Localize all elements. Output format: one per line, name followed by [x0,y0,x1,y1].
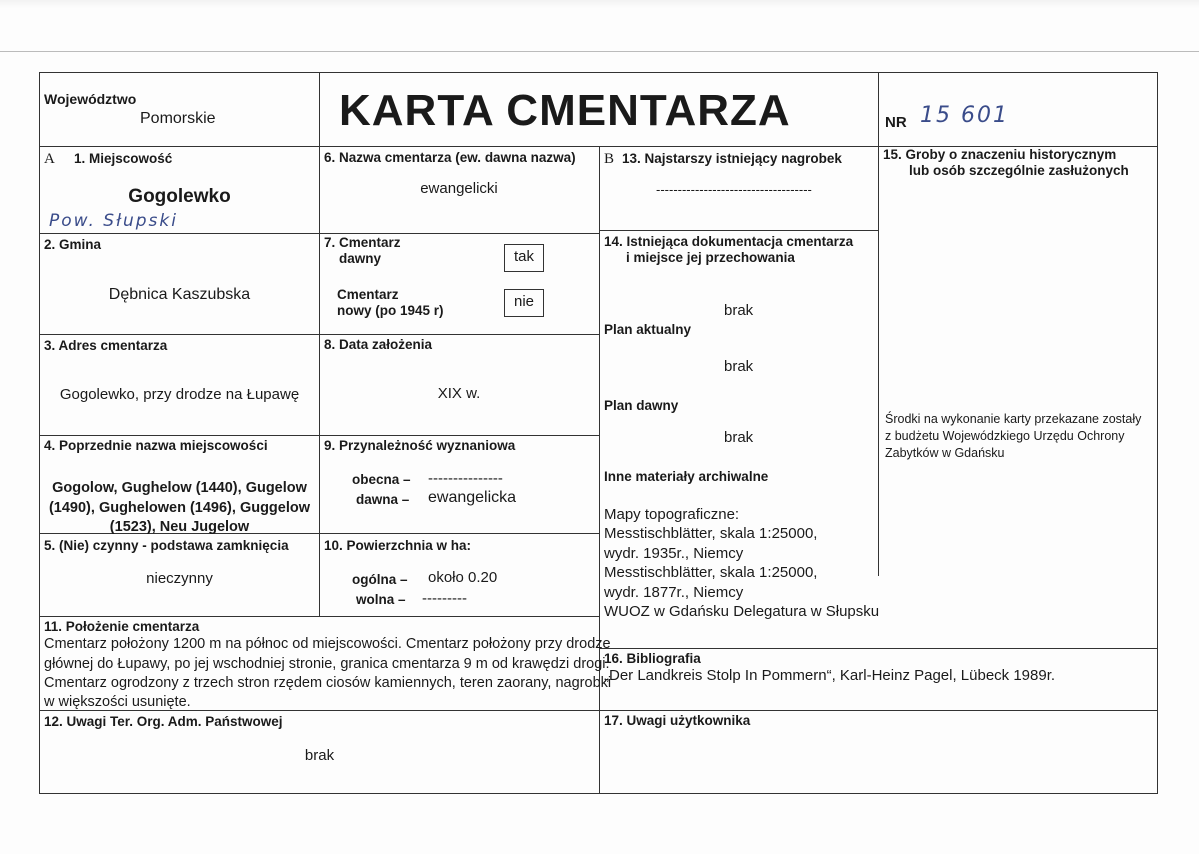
rule-v-title-left [319,73,320,616]
srodki-line-3: Zabytków w Gdańsku [885,446,1005,460]
plan-dawny-label: Plan dawny [604,398,679,413]
rule-v-title-right [878,73,879,576]
field-8-value: XIX w. [437,385,481,402]
field-1-handwritten-note: Pow. Słupski [49,211,178,231]
field-4-label: 4. Poprzednie nazwa miejscowości [44,438,268,453]
field-11-line-4: w większości usunięte. [44,694,191,710]
field-8-label: 8. Data założenia [324,337,433,352]
inne-line-6: WUOZ w Gdańsku Delegatura w Słupsku [604,603,880,620]
inne-materialy-label: Inne materiały archiwalne [604,469,769,484]
field-9-dawna-label: dawna – [356,492,410,507]
field-11-line-2: głównej do Łupawy, po jej wschodniej stronie, granica cmentarza 9 m od krawędzi drogi. [44,656,610,672]
srodki-line-2: z budżetu Wojewódzkiego Urzędu Ochrony [885,429,1125,443]
field-5-value: nieczynny [146,570,213,587]
field-9-dawna-value: ewangelicka [428,489,517,506]
field-3-value: Gogolewko, przy drodze na Łupawę [59,386,300,403]
section-a-letter: A [44,151,55,167]
field-5-label: 5. (Nie) czynny - podstawa zamknięcia [44,538,289,553]
field-17-label: 17. Uwagi użytkownika [604,713,751,728]
wojewodztwo-value: Pomorskie [140,110,216,127]
srodki-line-1: Środki na wykonanie karty przekazane zostały [885,412,1142,426]
field-7-tak-box: tak [504,244,544,272]
field-2-label: 2. Gmina [44,237,102,252]
field-9-obecna-value: --------------- [428,470,503,487]
field-10-label: 10. Powierzchnia w ha: [324,538,472,553]
field-4-line-3: (1523), Neu Jugelow [109,519,250,535]
inne-line-4: Messtischblätter, skala 1:25000, [604,564,818,581]
field-7-dawny: dawny [339,251,382,266]
field-10-ogolna-label: ogólna – [352,572,408,587]
field-4-line-1: Gogolow, Gughelow (1440), Gugelow [52,480,307,496]
field-9-label: 9. Przynależność wyznaniowa [324,438,516,453]
field-15-label-line-1: 15. Groby o znaczeniu historycznym [883,147,1117,162]
field-6-label: 6. Nazwa cmentarza (ew. dawna nazwa) [324,150,576,165]
field-7-label: 7. Cmentarz [324,235,401,250]
field-6-value: ewangelicki [420,180,498,197]
page-edge-line [0,51,1199,52]
section-b-letter: B [604,151,615,167]
field-10-wolna-value: --------- [422,590,467,607]
field-12-label: 12. Uwagi Ter. Org. Adm. Państwowej [44,714,283,729]
plan-dawny-value: brak [724,429,754,446]
field-7-nowy-label: Cmentarz [337,287,399,302]
field-1-label: 1. Miejscowość [74,151,173,166]
wojewodztwo-label: Województwo [44,91,137,107]
field-16-label: 16. Bibliografia [604,651,701,666]
field-12-value: brak [304,747,335,764]
nr-label: NR [885,114,907,131]
field-13-label: 13. Najstarszy istniejący nagrobek [622,151,842,166]
cemetery-card-form [39,72,1158,794]
rule-v-main [599,146,600,793]
inne-line-1: Mapy topograficzne: [604,506,740,523]
field-16-value: „Der Landkreis Stolp In Pommern“, Karl-Heinz Pagel, Lübeck 1989r. [604,667,1056,684]
rule-col3-row1 [599,230,878,231]
field-10-ogolna-value: około 0.20 [428,569,498,586]
inne-line-3: wydr. 1935r., Niemcy [604,545,744,562]
field-3-label: 3. Adres cmentarza [44,338,168,353]
field-7-nowy-sub: nowy (po 1945 r) [337,303,444,318]
field-7-nie-box: nie [504,289,544,317]
field-13-value: ------------------------------------ [656,182,812,197]
field-10-wolna-label: wolna – [356,592,406,607]
field-15-label-line-2: lub osób szczególnie zasłużonych [909,163,1129,178]
field-4-line-2: (1490), Gughelowen (1496), Guggelow [48,500,311,516]
nr-value-handwritten: 15 601 [920,103,1009,128]
field-14-label-line-1: 14. Istniejąca dokumentacja cmentarza [604,234,854,249]
field-14-value: brak [724,302,754,319]
field-11-label: 11. Położenie cmentarza [44,619,200,634]
inne-line-5: wydr. 1877r., Niemcy [604,584,744,601]
field-1-value: Gogolewko [128,186,231,207]
inne-line-2: Messtischblätter, skala 1:25000, [604,525,818,542]
field-11-line-1: Cmentarz położony 1200 m na północ od miejscowości. Cmentarz położony przy drodze [44,636,611,652]
field-11-line-3: Cmentarz ogrodzony z trzech stron rzędem ciosów kamiennych, teren zaorany, nagrobki [44,675,612,691]
field-9-obecna-label: obecna – [352,472,411,487]
card-title: KARTA CMENTARZA [339,86,791,135]
plan-aktualny-value: brak [724,358,754,375]
field-2-value: Dębnica Kaszubska [108,286,251,303]
field-14-label-line-2: i miejsce jej przechowania [626,250,795,265]
plan-aktualny-label: Plan aktualny [604,322,692,337]
